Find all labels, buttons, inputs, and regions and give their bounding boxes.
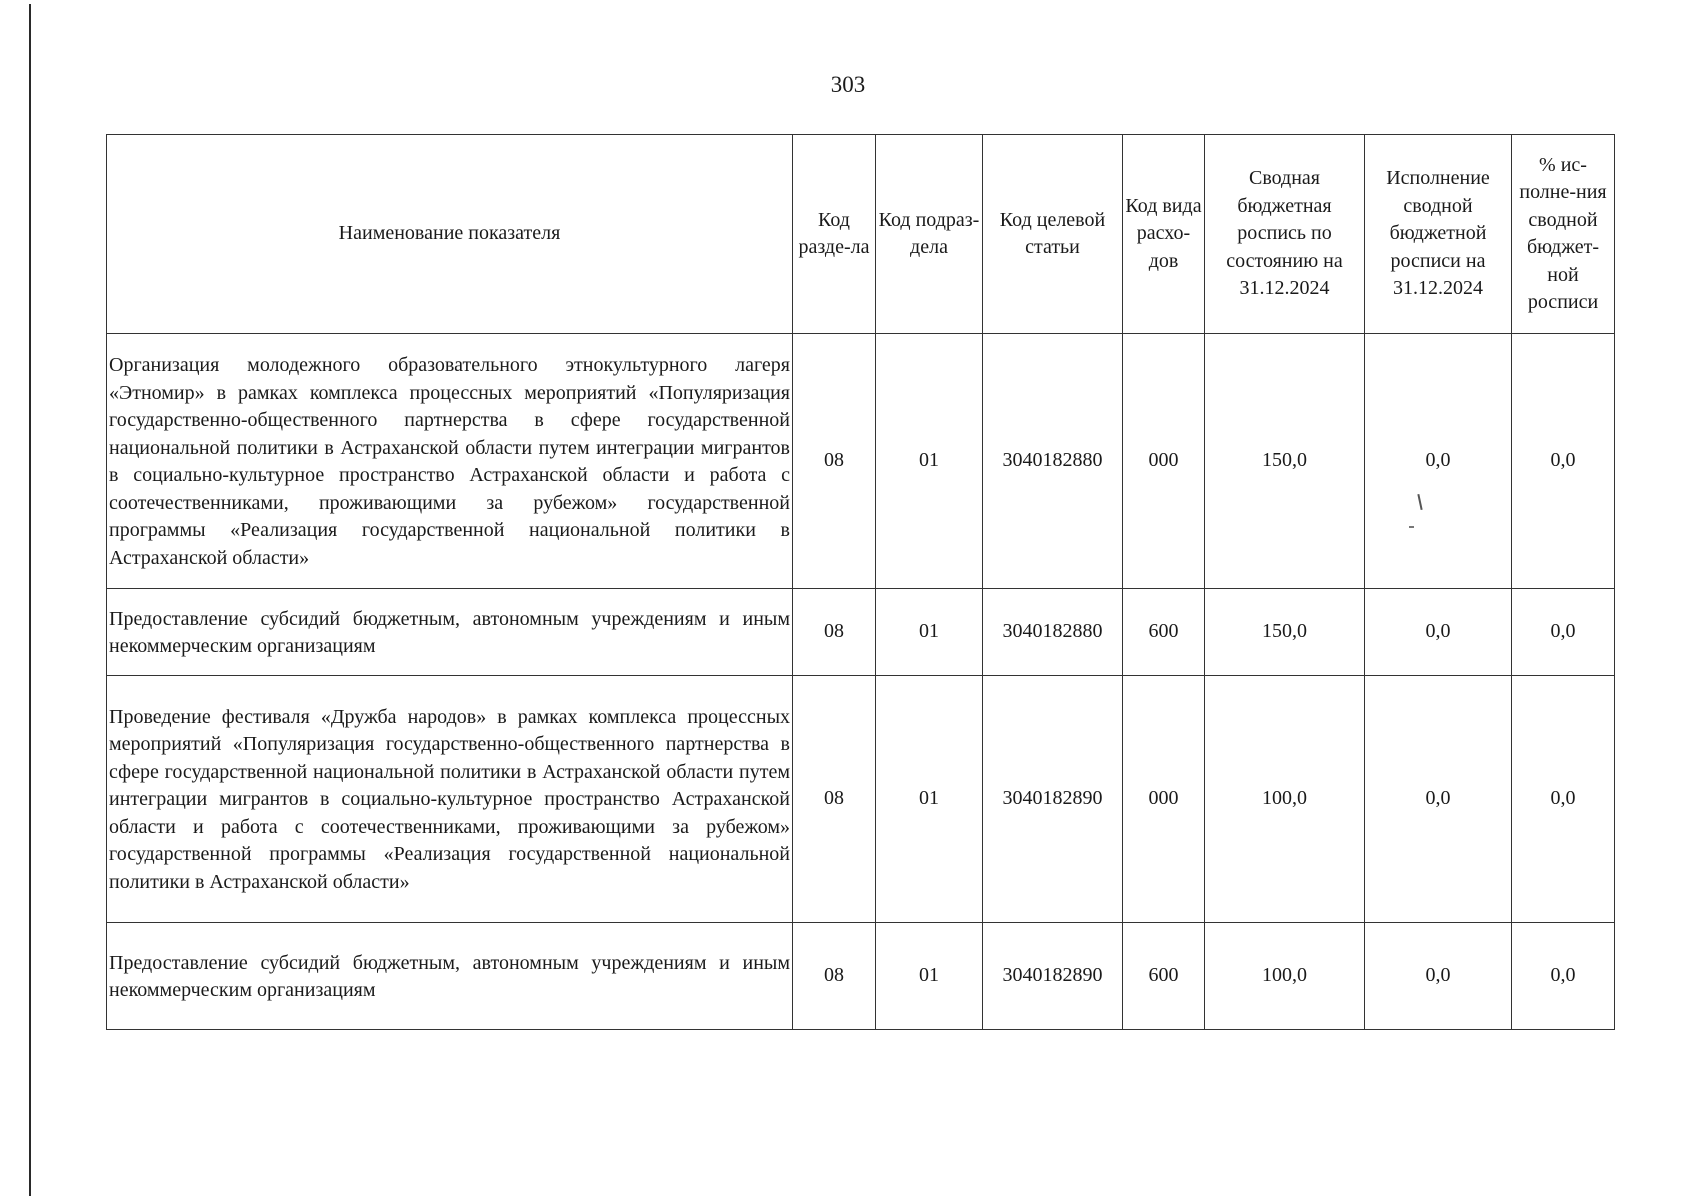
cell-section-code: 08 (793, 923, 876, 1030)
table-header-row (107, 135, 1615, 334)
cell-section-code: 08 (793, 676, 876, 923)
cell-indicator-name: Предоставление субсидий бюджетным, автономным учреждениям и иным некоммерческим организациям (107, 589, 793, 676)
cell-execution-percent: 0,0 (1512, 923, 1615, 1030)
header-execution-percent: % ис-полне-ния сводной бюджет-ной росписи (1512, 135, 1615, 334)
cell-target-code: 3040182890 (983, 923, 1123, 1030)
cell-execution-percent: 0,0 (1512, 334, 1615, 589)
table-row (107, 334, 1615, 589)
cell-execution-percent: 0,0 (1512, 589, 1615, 676)
cell-expense-code: 000 (1123, 334, 1205, 589)
cell-indicator-name: Организация молодежного образовательного этнокультурного лагеря «Этномир» в рамках комплекса процессных мероприятий «Популяризация государственно-общественного партнерства в сфере государственной национальной политики в Астраханской области путем интеграции мигрантов в социально-культурное пространство Астраханской области и работа с соотечественниками, проживающими за рубежом» государственной программы «Реализация государственной национальной политики в Астраханской области» (107, 334, 793, 589)
table-row (107, 923, 1615, 1030)
cell-budget-plan: 150,0 (1205, 589, 1365, 676)
header-subsection-code: Код подраз-дела (876, 135, 983, 334)
cell-indicator-name: Проведение фестиваля «Дружба народов» в рамках комплекса процессных мероприятий «Популяризация государственно-общественного партнерства в сфере государственной национальной политики в Астраханской области путем интеграции мигрантов в социально-культурное пространство Астраханской области и работа с соотечественниками, проживающими за рубежом» государственной программы «Реализация государственной национальной политики в Астраханской области» (107, 676, 793, 923)
table-row (107, 589, 1615, 676)
cell-target-code: 3040182880 (983, 589, 1123, 676)
header-target-code: Код целевой статьи (983, 135, 1123, 334)
header-budget-plan: Сводная бюджетная роспись по состоянию на 31.12.2024 (1205, 135, 1365, 334)
budget-table (106, 134, 1615, 1030)
cell-subsection-code: 01 (876, 589, 983, 676)
cell-subsection-code: 01 (876, 923, 983, 1030)
cell-budget-plan: 100,0 (1205, 923, 1365, 1030)
header-indicator-name: Наименование показателя (107, 135, 793, 334)
binding-line (29, 4, 31, 1196)
cell-execution-percent: 0,0 (1512, 676, 1615, 923)
cell-budget-execution: 0,0 (1365, 589, 1512, 676)
cell-target-code: 3040182880 (983, 334, 1123, 589)
header-expense-code: Код вида расхо-дов (1123, 135, 1205, 334)
cell-budget-plan: 100,0 (1205, 676, 1365, 923)
cell-expense-code: 600 (1123, 589, 1205, 676)
cell-target-code: 3040182890 (983, 676, 1123, 923)
cell-budget-execution: 0,0 (1365, 676, 1512, 923)
pen-mark-dot (1409, 526, 1414, 528)
cell-budget-execution: 0,0 (1365, 334, 1512, 589)
cell-indicator-name: Предоставление субсидий бюджетным, автономным учреждениям и иным некоммерческим организациям (107, 923, 793, 1030)
cell-expense-code: 000 (1123, 676, 1205, 923)
table-row (107, 676, 1615, 923)
cell-subsection-code: 01 (876, 334, 983, 589)
cell-budget-execution: 0,0 (1365, 923, 1512, 1030)
cell-section-code: 08 (793, 589, 876, 676)
cell-budget-plan: 150,0 (1205, 334, 1365, 589)
cell-subsection-code: 01 (876, 676, 983, 923)
cell-expense-code: 600 (1123, 923, 1205, 1030)
header-section-code: Код разде-ла (793, 135, 876, 334)
cell-section-code: 08 (793, 334, 876, 589)
header-budget-execution: Исполнение сводной бюджетной росписи на 31.12.2024 (1365, 135, 1512, 334)
page-number: 303 (830, 72, 866, 97)
